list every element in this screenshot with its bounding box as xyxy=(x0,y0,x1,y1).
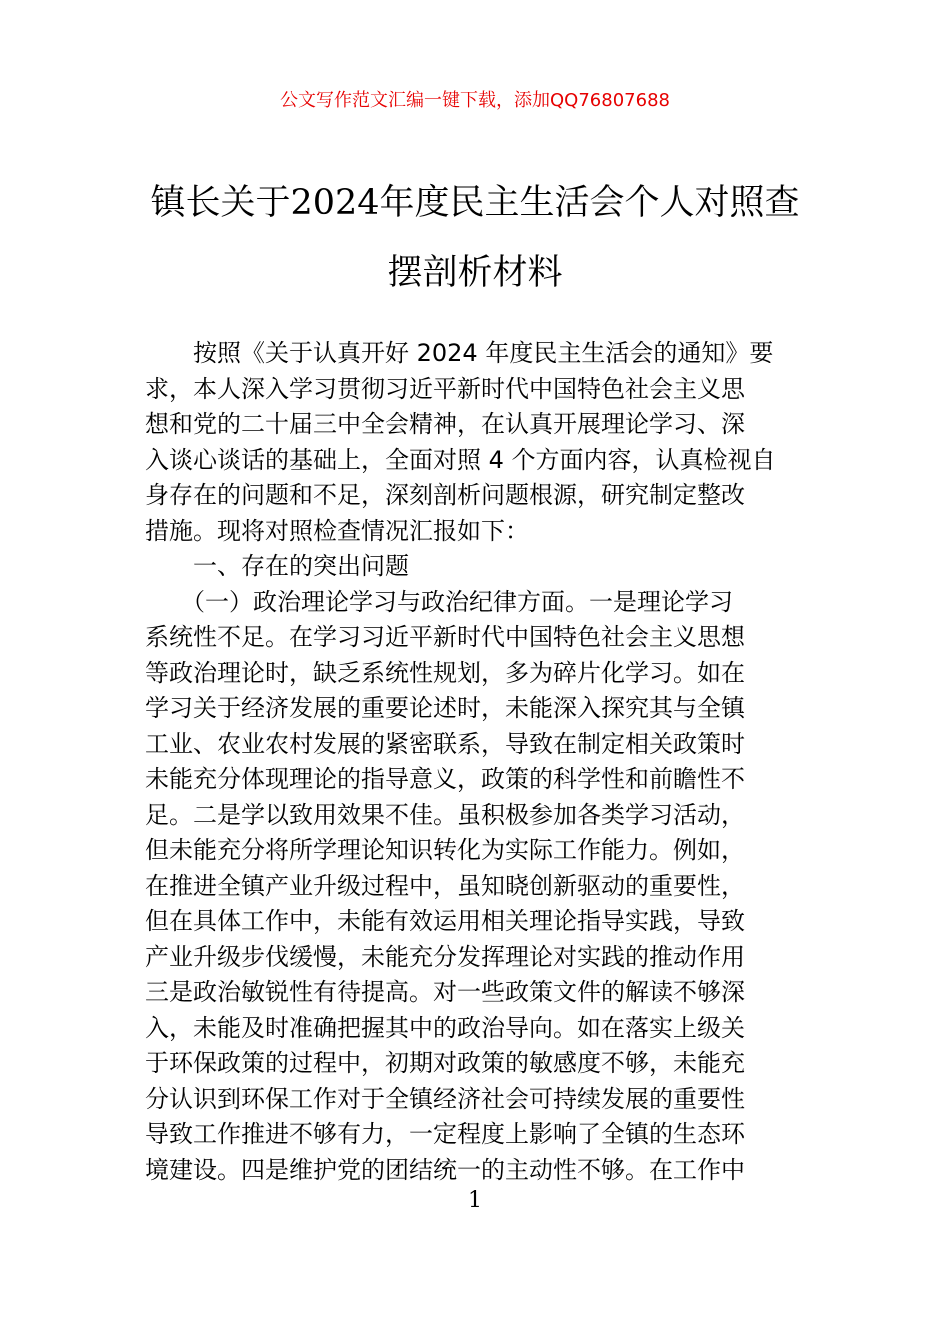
promo-header: 公文写作范文汇编一键下载，添加QQ76807688 xyxy=(280,90,670,111)
body-line: （一）政治理论学习与政治纪律方面。一是理论学习 xyxy=(145,587,733,616)
body-line: 于环保政策的过程中，初期对政策的敏感度不够，未能充 xyxy=(145,1049,745,1077)
body-line: 系统性不足。在学习习近平新时代中国特色社会主义思想 xyxy=(145,623,745,651)
body-line: 但未能充分将所学理论知识转化为实际工作能力。例如， xyxy=(145,836,745,864)
body-line: 在推进全镇产业升级过程中，虽知晓创新驱动的重要性， xyxy=(145,871,745,900)
section-heading: 一、存在的突出问题 xyxy=(145,552,409,580)
body-line: 入谈心谈话的基础上，全面对照 4 个方面内容，认真检视自 xyxy=(145,445,776,474)
body-line: 等政治理论时，缺乏系统性规划，多为碎片化学习。如在 xyxy=(145,658,745,687)
page-number: 1 xyxy=(468,1188,482,1213)
body-line: 想和党的二十届三中全会精神，在认真开展理论学习、深 xyxy=(145,410,745,438)
body-line: 措施。现将对照检查情况汇报如下： xyxy=(145,516,529,545)
body-line: 境建设。四是维护党的团结统一的主动性不够。在工作中 xyxy=(145,1155,745,1184)
body-line: 三是政治敏锐性有待提高。对一些政策文件的解读不够深 xyxy=(145,978,745,1006)
body-line: 身存在的问题和不足，深刻剖析问题根源，研究制定整改 xyxy=(145,481,745,509)
body-line: 工业、农业农村发展的紧密联系，导致在制定相关政策时 xyxy=(145,729,745,758)
body-line: 产业升级步伐缓慢，未能充分发挥理论对实践的推动作用 xyxy=(145,942,745,971)
document-body xyxy=(145,336,807,1188)
body-line: 学习关于经济发展的重要论述时，未能深入探究其与全镇 xyxy=(145,694,745,722)
body-line: 导致工作推进不够有力，一定程度上影响了全镇的生态环 xyxy=(145,1120,745,1148)
body-line: 按照《关于认真开好 2024 年度民主生活会的通知》要 xyxy=(145,339,774,367)
body-line: 入，未能及时准确把握其中的政治导向。如在落实上级关 xyxy=(145,1013,745,1042)
document-title xyxy=(100,168,850,308)
body-line: 分认识到环保工作对于全镇经济社会可持续发展的重要性 xyxy=(145,1084,745,1113)
title-line: 摆剖析材料 xyxy=(387,253,563,293)
body-line: 但在具体工作中，未能有效运用相关理论指导实践，导致 xyxy=(145,907,745,935)
body-line: 未能充分体现理论的指导意义，政策的科学性和前瞻性不 xyxy=(145,765,745,793)
body-line: 求，本人深入学习贯彻习近平新时代中国特色社会主义思 xyxy=(145,374,745,403)
title-line: 镇长关于2024年度民主生活会个人对照查 xyxy=(150,183,800,223)
body-line: 足。二是学以致用效果不佳。虽积极参加各类学习活动， xyxy=(145,800,745,829)
